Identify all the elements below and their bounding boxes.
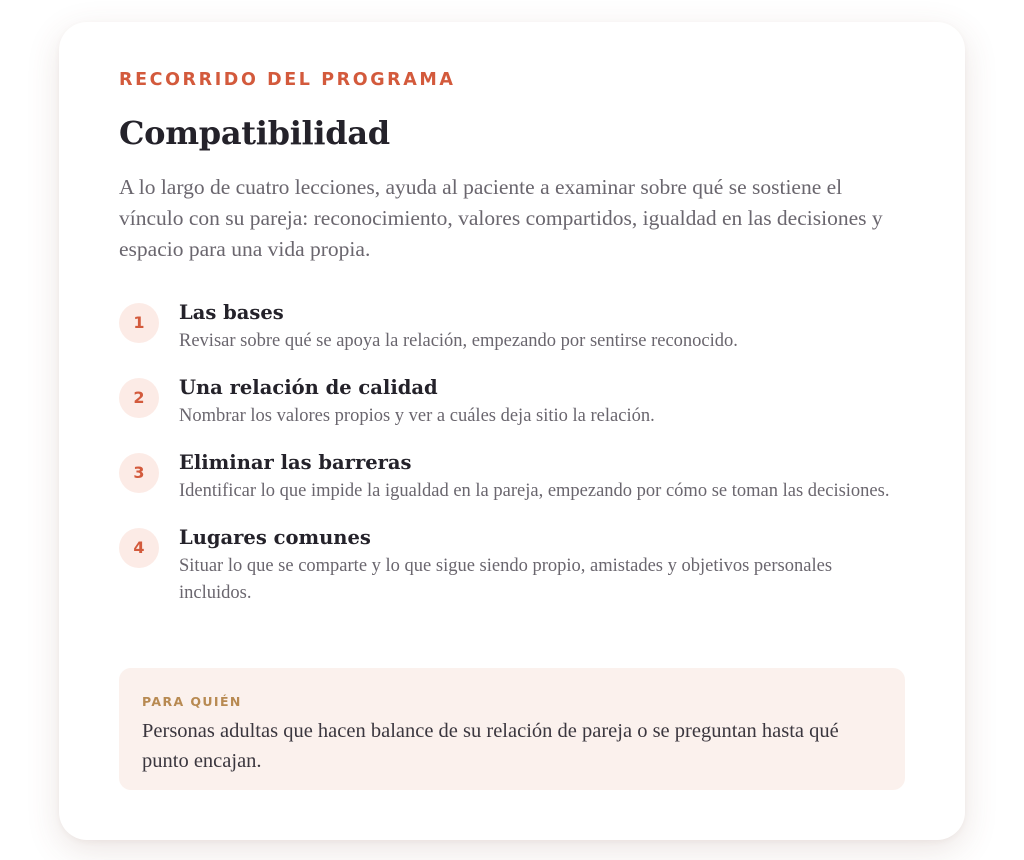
section-eyebrow: RECORRIDO DEL PROGRAMA	[119, 70, 456, 90]
lesson-item-2	[119, 375, 909, 430]
lesson-description: Situar lo que se comparte y lo que sigue siendo propio, amistades y objetivos personales incluidos.	[179, 556, 833, 603]
program-card	[59, 22, 965, 840]
audience-text: Personas adultas que hacen balance de su relación de pareja o se preguntan hasta qué punto encajan.	[142, 720, 839, 772]
program-title: Compatibilidad	[119, 114, 390, 152]
lesson-title: Lugares comunes	[179, 526, 371, 549]
lesson-title: Una relación de calidad	[179, 376, 438, 399]
lesson-description: Identificar lo que impide la igualdad en la pareja, empezando por cómo se toman las decisiones.	[179, 481, 890, 501]
lesson-number-badge: 4	[119, 528, 159, 568]
audience-label: PARA QUIÉN	[142, 694, 242, 709]
lesson-number-badge: 1	[119, 303, 159, 343]
lesson-description: Nombrar los valores propios y ver a cuáles deja sitio la relación.	[179, 406, 655, 426]
lesson-item-1	[119, 300, 909, 355]
audience-callout	[119, 668, 905, 790]
lesson-title: Las bases	[179, 301, 284, 324]
lesson-item-3	[119, 450, 909, 505]
lesson-number-badge: 2	[119, 378, 159, 418]
lesson-description: Revisar sobre qué se apoya la relación, empezando por sentirse reconocido.	[179, 331, 738, 351]
program-intro: A lo largo de cuatro lecciones, ayuda al paciente a examinar sobre qué se sostiene el vínculo con su pareja: reconocimiento, valores compartidos, igualdad en las decisiones y espacio para una vida propia.	[119, 175, 883, 261]
lesson-item-4	[119, 525, 909, 607]
lesson-title: Eliminar las barreras	[179, 451, 412, 474]
lesson-number-badge: 3	[119, 453, 159, 493]
lesson-list	[119, 300, 909, 627]
